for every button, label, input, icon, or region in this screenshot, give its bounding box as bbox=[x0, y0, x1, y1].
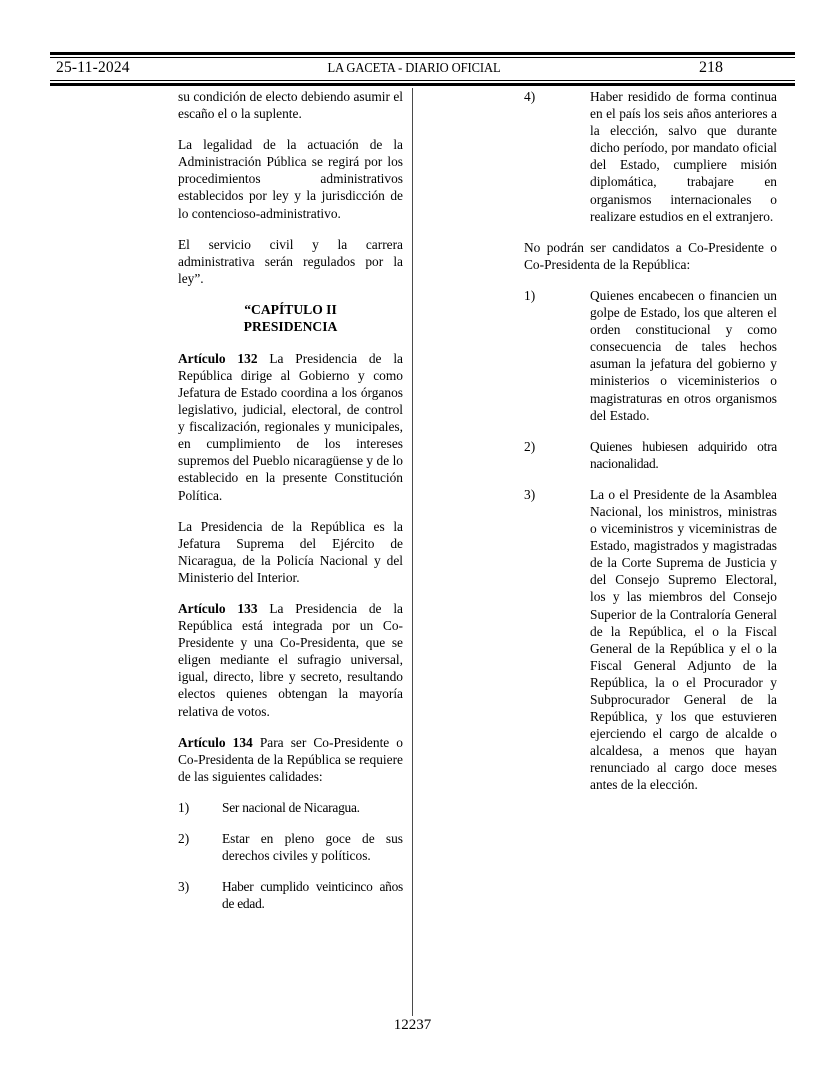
article-132-text: La Presidencia de la República dirige al Gobierno y como Jefatura de Estado coordina a los órganos legislativo, judicial, electoral, de control y fiscalización, regionales y municipales, en cumplimiento de los intereses supremos del Pueblo nicaragüense y de lo establecido en la presente Constitución Política. bbox=[178, 350, 403, 503]
article-134-label: Artículo 134 bbox=[178, 734, 253, 750]
chapter-heading bbox=[178, 301, 403, 336]
list-item-marker: 2) bbox=[178, 831, 190, 846]
right-text-column bbox=[524, 88, 777, 808]
list-item bbox=[524, 486, 777, 794]
column-divider-rule bbox=[412, 88, 413, 1016]
list-item bbox=[178, 799, 403, 816]
masthead-bottom-rule-thick bbox=[50, 83, 795, 86]
footer-page-number: 12237 bbox=[393, 1017, 432, 1033]
page-masthead bbox=[50, 52, 795, 86]
list-item bbox=[178, 878, 403, 912]
masthead-date: 25-11-2024 bbox=[56, 59, 130, 76]
paragraph-administracion-publica: La legalidad de la actuación de la Administración Pública se regirá por los procedimientos administrativos establecidos por ley y la jurisdicción de lo contencioso-administrativo. bbox=[178, 137, 403, 221]
masthead-publication-title: LA GACETA - DIARIO OFICIAL bbox=[327, 60, 501, 75]
masthead-row bbox=[50, 58, 795, 80]
chapter-heading-line-1: “CAPÍTULO II bbox=[244, 301, 337, 317]
paragraph-continuation: su condición de electo debiendo asumir el escaño el o la suplente. bbox=[178, 89, 403, 122]
list-item-text: Quienes encabecen o financien un golpe de Estado, los que alteren el orden constitucional y como consecuencia de tales hechos asuman la jefatura del gobierno y ministerios o viceministerios o magistraturas en otros organismos del Estado. bbox=[590, 287, 777, 423]
article-132 bbox=[178, 350, 403, 504]
paragraph-servicio-civil: El servicio civil y la carrera administrativa serán regulados por la ley”. bbox=[178, 236, 403, 286]
list-item bbox=[524, 287, 777, 424]
list-item-marker: 1) bbox=[524, 287, 536, 303]
article-134 bbox=[178, 734, 403, 785]
article-133-label: Artículo 133 bbox=[178, 600, 258, 616]
list-item-text: Ser nacional de Nicaragua. bbox=[222, 799, 360, 815]
masthead-issue-number: 218 bbox=[699, 59, 723, 76]
paragraph-jefatura-suprema: La Presidencia de la República es la Jefatura Suprema del Ejército de Nicaragua, de la Policía Nacional y del Ministerio del Interior. bbox=[178, 518, 403, 585]
list-item-text: La o el Presidente de la Asamblea Nacional, los ministros, ministras o viceministros y viceministras de Estado, magistrados y magistradas de la Corte Suprema de Justicia y del Consejo Supremo Electoral, los y las miembros del Consejo Superior de la Contraloría General de la República, el o la Fiscal General de la República y el o la Fiscal General Adjunto de la República, la o el Procurador y Subprocurador General de la República, y los que estuvieren ejerciendo el cargo de alcalde o alcaldesa, a menos que hayan renunciado al cargo doce meses antes de la elección. bbox=[590, 486, 777, 793]
list-item-marker: 4) bbox=[524, 89, 536, 104]
left-text-column bbox=[178, 88, 403, 926]
list-item bbox=[524, 88, 777, 225]
list-item-marker: 1) bbox=[178, 799, 190, 815]
list-item-marker: 3) bbox=[178, 879, 190, 895]
list-item-marker: 2) bbox=[524, 438, 536, 454]
article-133 bbox=[178, 600, 403, 720]
page-footer bbox=[0, 1017, 825, 1034]
article-133-text: La Presidencia de la República está integrada por un Co-Presidente y una Co-Presidenta, que se eligen mediante el sufragio universal, igual, directo, libre y secreto, resultando electos quienes obtengan la mayoría relativa de votos. bbox=[178, 600, 403, 719]
article-134-text: Para ser Co-Presidente o Co-Presidenta de la República se requiere de las siguientes calidades: bbox=[178, 734, 403, 784]
masthead-top-rule-thick bbox=[50, 52, 795, 55]
masthead-bottom-rule-thin bbox=[50, 80, 795, 81]
paragraph-no-podran-candidatos: No podrán ser candidatos a Co-Presidente o Co-Presidenta de la República: bbox=[524, 239, 777, 272]
chapter-heading-line-2: PRESIDENCIA bbox=[243, 319, 338, 335]
list-item bbox=[178, 830, 403, 864]
list-item bbox=[524, 438, 777, 472]
list-item-text: Estar en pleno goce de sus derechos civiles y políticos. bbox=[222, 831, 403, 864]
list-item-text: Haber residido de forma continua en el país los seis años anteriores a la elección, salvo que durante dicho período, por mandato oficial del Estado, cumpliere misión diplomática, trabajare en organismos internacionales o realizare estudios en el extranjero. bbox=[590, 89, 777, 224]
list-item-text: Haber cumplido veinticinco años de edad. bbox=[222, 879, 403, 912]
list-item-marker: 3) bbox=[524, 486, 536, 502]
article-132-label: Artículo 132 bbox=[178, 350, 258, 366]
list-item-text: Quienes hubiesen adquirido otra nacionalidad. bbox=[590, 438, 777, 471]
